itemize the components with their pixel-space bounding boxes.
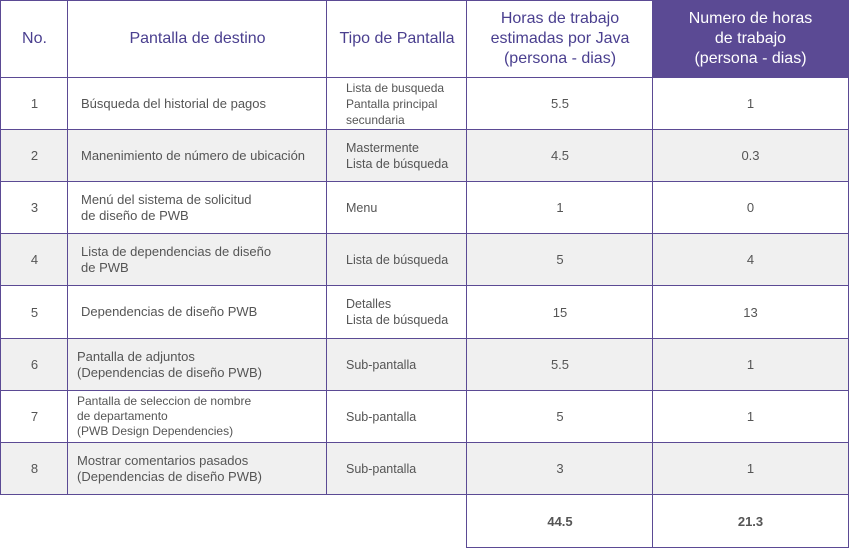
grid-line bbox=[0, 338, 849, 339]
row-6-tipo: Sub-pantalla bbox=[346, 357, 417, 372]
grid-line bbox=[466, 547, 849, 548]
row-7-numero: 1 bbox=[746, 409, 755, 424]
row-1-pantalla: Búsqueda del historial de pagos bbox=[81, 95, 267, 111]
row-7-tipo: Sub-pantalla bbox=[346, 409, 417, 424]
row-6-pantalla: Pantalla de adjuntos (Dependencias de diseño PWB) bbox=[77, 348, 262, 380]
grid-line bbox=[0, 494, 849, 495]
grid-line bbox=[0, 181, 849, 182]
row-6-numero: 1 bbox=[746, 357, 755, 372]
row-2-pantalla: Manenimiento de número de ubicación bbox=[81, 147, 306, 163]
grid-line bbox=[652, 0, 653, 548]
row-7-no: 7 bbox=[30, 409, 39, 424]
row-2-tipo: Mastermente Lista de búsqueda bbox=[346, 140, 449, 171]
row-3-no: 3 bbox=[30, 200, 39, 215]
row-8-horas: 3 bbox=[556, 461, 564, 476]
row-8-no: 8 bbox=[30, 461, 39, 476]
row-5-numero: 13 bbox=[743, 304, 758, 320]
row-2-numero: 0.3 bbox=[741, 148, 760, 163]
grid-line bbox=[0, 285, 849, 286]
header-numero-horas: Numero de horas de trabajo (persona - dias) bbox=[653, 1, 848, 77]
row-3-horas: 1 bbox=[556, 200, 564, 215]
row-3-pantalla: Menú del sistema de solicitud de diseño de PWB bbox=[81, 191, 252, 223]
grid-line bbox=[0, 442, 849, 443]
row-8-tipo: Sub-pantalla bbox=[346, 461, 417, 476]
row-2-horas: 4.5 bbox=[550, 148, 570, 163]
row-6-no: 6 bbox=[30, 357, 39, 372]
grid-line bbox=[0, 390, 849, 391]
row-4-horas: 5 bbox=[556, 252, 564, 267]
row-1-horas: 5.5 bbox=[550, 96, 570, 111]
row-1-no: 1 bbox=[30, 96, 39, 111]
row-5-horas: 15 bbox=[552, 304, 568, 320]
grid-line bbox=[326, 0, 327, 495]
row-7-horas: 5 bbox=[556, 409, 564, 424]
row-1-numero: 1 bbox=[746, 96, 755, 111]
row-7-pantalla: Pantalla de seleccion de nombre de departamento (PWB Design Dependencies) bbox=[77, 394, 252, 438]
row-4-pantalla: Lista de dependencias de diseño de PWB bbox=[81, 243, 272, 275]
grid-line bbox=[466, 0, 467, 548]
header-tipo: Tipo de Pantalla bbox=[339, 30, 455, 47]
row-8-pantalla: Mostrar comentarios pasados (Dependencias de diseño PWB) bbox=[77, 452, 262, 484]
row-1-tipo: Lista de busqueda Pantalla principal secundaria bbox=[346, 80, 445, 127]
grid-line bbox=[67, 0, 68, 495]
grid-line bbox=[0, 77, 849, 78]
row-4-numero: 4 bbox=[746, 252, 755, 267]
total-horas: 44.5 bbox=[547, 514, 573, 529]
row-5-pantalla: Dependencias de diseño PWB bbox=[81, 304, 258, 319]
row-5-tipo: Detalles Lista de búsqueda bbox=[346, 297, 449, 327]
row-6-horas: 5.5 bbox=[550, 357, 570, 372]
header-horas-java: Horas de trabajo estimadas por Java (persona - dias) bbox=[490, 10, 630, 67]
total-numero: 21.3 bbox=[737, 514, 764, 529]
row-3-tipo: Menu bbox=[346, 200, 378, 215]
grid-line bbox=[0, 129, 849, 130]
grid-line bbox=[0, 0, 849, 1]
row-8-numero: 1 bbox=[746, 461, 755, 476]
header-pantalla: Pantalla de destino bbox=[129, 30, 266, 47]
grid-line bbox=[0, 0, 1, 495]
row-4-tipo: Lista de búsqueda bbox=[346, 252, 449, 267]
row-4-no: 4 bbox=[30, 252, 39, 267]
row-5-no: 5 bbox=[30, 304, 39, 320]
header-no: No. bbox=[22, 30, 47, 47]
row-2-no: 2 bbox=[30, 148, 39, 163]
grid-line bbox=[0, 233, 849, 234]
row-3-numero: 0 bbox=[746, 200, 755, 215]
